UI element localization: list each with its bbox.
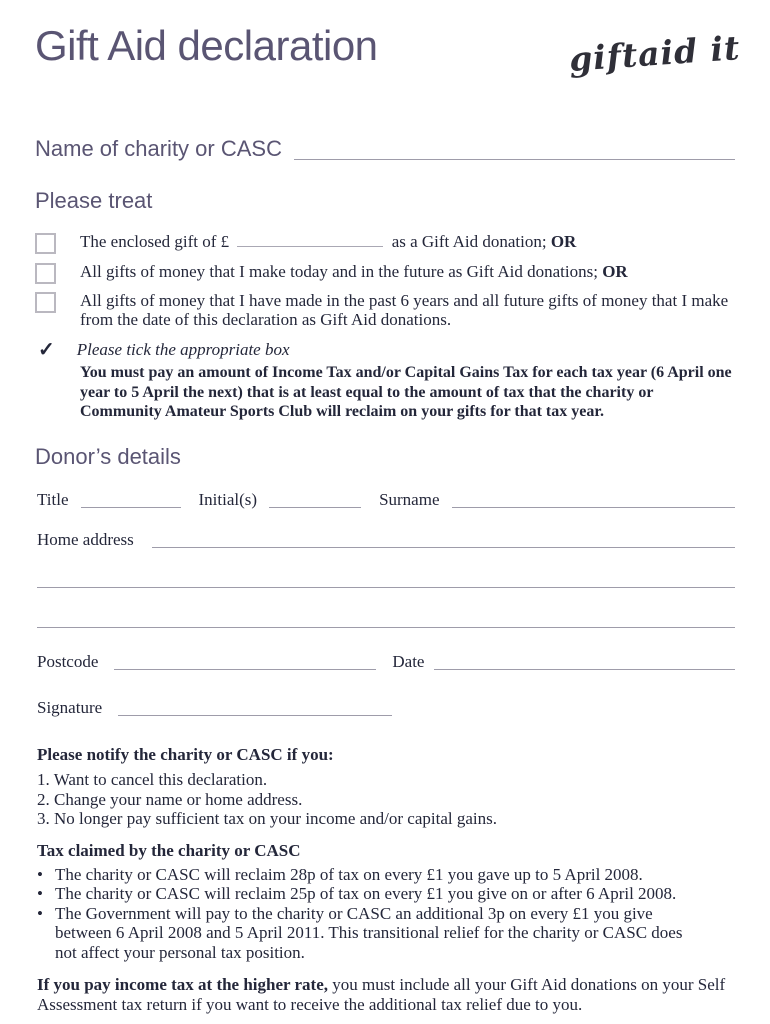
bullet-icon: • [37, 884, 43, 903]
surname-label: Surname [379, 490, 440, 509]
notes-section [37, 745, 734, 1014]
tick-note-text: Please tick the appropriate box [76, 340, 290, 359]
title-input-line[interactable] [81, 502, 181, 508]
notify-item-1: 1. Want to cancel this declaration. [37, 770, 268, 789]
tax-claimed-bullet-2-text: The charity or CASC will reclaim 25p of tax on every £1 you give on or after 6 April 2008. [55, 884, 677, 903]
option-future-gifts-body: All gifts of money that I make today and in the future as Gift Aid donations; [80, 262, 598, 281]
name-row [37, 490, 735, 510]
donor-details-heading: Donor’s details [35, 444, 181, 469]
tax-claimed-heading: Tax claimed by the charity or CASC [37, 840, 301, 860]
page-title: Gift Aid declaration [35, 22, 378, 69]
option-future-gifts-text [80, 262, 628, 281]
please-treat-heading: Please treat [35, 188, 153, 213]
initials-input-line[interactable] [269, 502, 361, 508]
charity-name-row [35, 136, 735, 162]
checkbox-past-gifts[interactable] [35, 292, 56, 313]
tax-claimed-bullet-1 [37, 865, 697, 885]
title-label: Title [37, 490, 69, 509]
checkbox-enclosed-gift[interactable] [35, 233, 56, 254]
option-future-gifts-or: OR [602, 262, 628, 281]
address-line-3[interactable] [37, 622, 735, 628]
tax-claimed-bullet-3-text: The Government will pay to the charity or CASC an additional 3p on every £1 you give between 6 April 2008 and 5 April 2011. This transitional relief for the charity or CASC does not affect your personal tax position. [55, 903, 683, 962]
notify-list [37, 770, 734, 829]
signature-label: Signature [37, 698, 103, 717]
higher-rate-bold: If you pay income tax at the higher rate, [37, 975, 329, 994]
initials-label: Initial(s) [198, 490, 258, 509]
signature-input-line[interactable] [118, 710, 392, 716]
postcode-label: Postcode [37, 652, 99, 671]
charity-name-input-line[interactable] [294, 154, 735, 160]
tax-claimed-bullet-2 [37, 884, 697, 904]
signature-row [37, 698, 392, 718]
postcode-input-line[interactable] [114, 664, 376, 670]
option-enclosed-gift-or: OR [550, 232, 577, 251]
higher-rate-rest: you must include all your Gift Aid donations on your Self Assessment tax return if you want to receive the additional tax relief due to you. [37, 975, 726, 1014]
option-past-gifts-text: All gifts of money that I have made in the past 6 years and all future gifts of money that I make from the date of this declaration as Gift Aid donations. [80, 291, 729, 329]
date-label: Date [392, 652, 425, 671]
option-future-gifts [35, 262, 742, 284]
higher-rate-paragraph [37, 975, 734, 1014]
notify-item-2: 2. Change your name or home address. [37, 789, 303, 809]
bullet-icon: • [37, 864, 43, 884]
tax-claimed-list [37, 865, 697, 963]
charity-name-label: Name of charity or CASC [35, 136, 282, 161]
notify-item-3: 3. No longer pay sufficient tax on your income and/or capital gains. [37, 809, 497, 828]
option-enclosed-gift-text [80, 232, 576, 251]
option-enclosed-gift [35, 232, 742, 254]
home-address-label: Home address [37, 530, 134, 549]
home-address-input-line[interactable] [152, 542, 735, 548]
tax-requirement-text: You must pay an amount of Income Tax and/or Capital Gains Tax for each tax year (6 April one year to 5 April the next) that is at least equal to the amount of tax that the charity or Community Amateur Sports Club will reclaim on your gifts for that tax year. [80, 364, 732, 420]
option-enclosed-gift-post: as a Gift Aid donation; [391, 232, 547, 251]
tax-claimed-bullet-3 [37, 904, 697, 963]
checkmark-icon: ✓ [38, 339, 55, 361]
option-enclosed-gift-pre: The enclosed gift of £ [80, 232, 230, 251]
bullet-icon: • [37, 903, 43, 923]
home-address-row [37, 530, 735, 550]
date-input-line[interactable] [434, 664, 735, 670]
surname-input-line[interactable] [452, 502, 736, 508]
notify-heading: Please notify the charity or CASC if you: [37, 745, 334, 764]
address-line-2[interactable] [37, 582, 735, 588]
checkbox-future-gifts[interactable] [35, 263, 56, 284]
gift-amount-input-line[interactable] [237, 236, 383, 247]
giftaid-it-logo: giftaid it [567, 28, 742, 79]
option-past-gifts [35, 291, 742, 329]
tick-note-row [35, 340, 290, 360]
postcode-date-row [37, 652, 735, 672]
tax-claimed-bullet-1-text: The charity or CASC will reclaim 28p of tax on every £1 you gave up to 5 April 2008. [55, 864, 643, 884]
